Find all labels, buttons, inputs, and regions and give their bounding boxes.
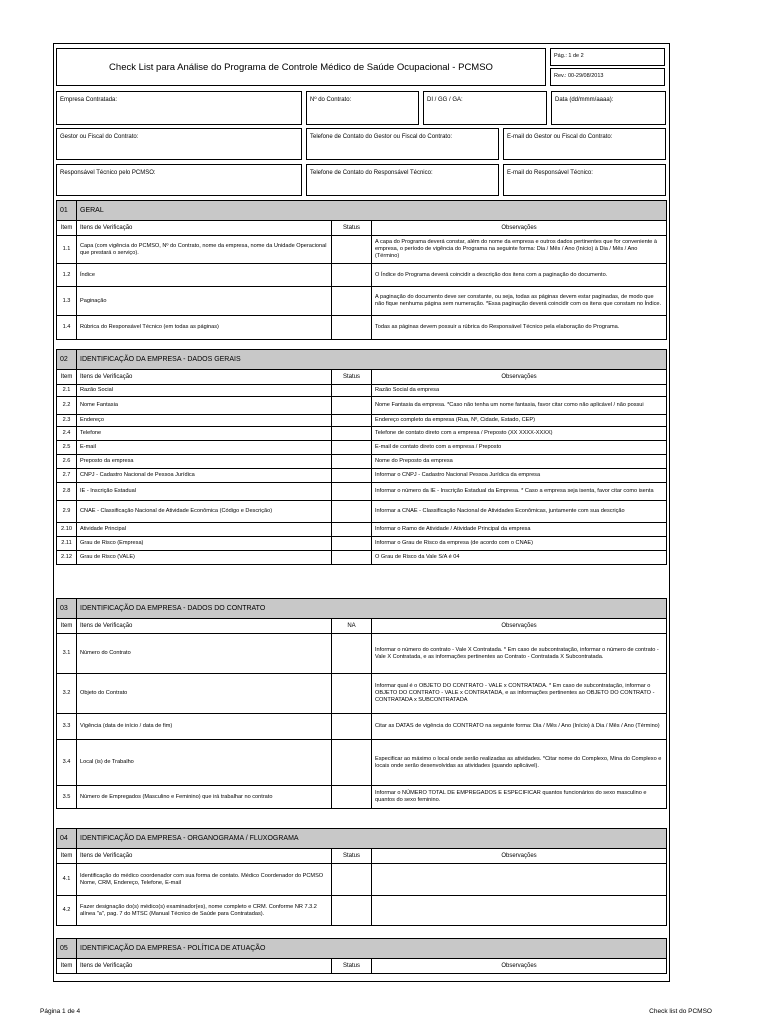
section-dados-contrato xyxy=(56,598,667,809)
row-obs: O Grau de Risco da Vale S/A é 04 xyxy=(372,551,667,565)
row-obs: Informar a CNAE - Classificação Nacional de Atividades Econômicas, juntamente com sua descrição xyxy=(372,501,667,523)
field-tel-responsavel[interactable]: Telefone de Contato do Responsável Técnico: xyxy=(306,164,499,196)
row-item: 2.8 xyxy=(57,483,77,501)
row-desc: CNAE - Classificação Nacional de Atividade Econômica (Código e Descrição) xyxy=(77,501,332,523)
col-observacoes: Observações xyxy=(372,221,667,236)
row-item: 2.1 xyxy=(57,385,77,397)
status-cell[interactable] xyxy=(332,415,372,427)
section-title: IDENTIFICAÇÃO DA EMPRESA - DADOS GERAIS xyxy=(77,350,667,370)
row-desc: Razão Social xyxy=(77,385,332,397)
row-item: 1.1 xyxy=(57,236,77,264)
section-dados-gerais xyxy=(56,349,667,565)
col-itens: Itens de Verificação xyxy=(77,619,332,634)
row-item: 3.1 xyxy=(57,634,77,674)
section-number: 05 xyxy=(57,939,77,959)
row-desc: Vigência (data de início / data de fim) xyxy=(77,714,332,740)
document-title: Check List para Análise do Programa de Controle Médico de Saúde Ocupacional - PCMSO xyxy=(56,48,546,86)
row-item: 2.9 xyxy=(57,501,77,523)
row-obs: Endereço completo da empresa (Rua, Nº, Cidade, Estado, CEP) xyxy=(372,415,667,427)
footer-page-number: Página 1 de 4 xyxy=(40,1008,81,1015)
row-item: 4.1 xyxy=(57,864,77,896)
row-item: 2.12 xyxy=(57,551,77,565)
row-obs: Razão Social da empresa xyxy=(372,385,667,397)
row-obs: Informar o Ramo de Atividade / Atividade Principal da empresa xyxy=(372,523,667,537)
col-itens: Itens de Verificação xyxy=(77,849,332,864)
col-status: Status xyxy=(332,221,372,236)
field-gestor[interactable]: Gestor ou Fiscal do Contrato: xyxy=(56,128,302,160)
col-itens: Itens de Verificação xyxy=(77,370,332,385)
field-data[interactable]: Data (dd/mmm/aaaa): xyxy=(551,91,666,125)
col-itens: Itens de Verificação xyxy=(77,959,332,974)
section-number: 04 xyxy=(57,829,77,849)
row-obs xyxy=(372,864,667,896)
section-geral xyxy=(56,200,667,340)
row-item: 3.2 xyxy=(57,674,77,714)
row-desc: Endereço xyxy=(77,415,332,427)
status-cell[interactable] xyxy=(332,264,372,287)
row-item: 3.4 xyxy=(57,740,77,786)
row-desc: Número do Contrato xyxy=(77,634,332,674)
col-status: Status xyxy=(332,959,372,974)
section-title: GERAL xyxy=(77,201,667,221)
row-item: 2.11 xyxy=(57,537,77,551)
row-obs: Informar o número do contrato - Vale X Contratada. * Em caso de subcontratação, informar o número de contrato - Vale X Contratada, e as informações pertinentes ao Contrato - Contratada X Subcontratada. xyxy=(372,634,667,674)
row-item: 1.2 xyxy=(57,264,77,287)
row-item: 2.10 xyxy=(57,523,77,537)
row-obs: O Índice do Programa deverá coincidir a descrição dos itens com a paginação do documento. xyxy=(372,264,667,287)
row-obs: Informar o NÚMERO TOTAL DE EMPREGADOS E ESPECIFICAR quantos funcionários do sexo masculino e quantos do sexo feminino. xyxy=(372,786,667,809)
status-cell[interactable] xyxy=(332,537,372,551)
field-contrato[interactable]: Nº do Contrato: xyxy=(306,91,419,125)
row-obs: A capa do Programa deverá constar, além do nome da empresa e outros dados pertinentes que for conveniente à empresa, o período de vigência do Programa na seguinte forma: Dia / Mês / Ano (Início) à Dia / Mês / Ano (Término) xyxy=(372,236,667,264)
col-status: Status xyxy=(332,849,372,864)
col-item: Item xyxy=(57,221,77,236)
status-cell[interactable] xyxy=(332,236,372,264)
row-desc: Identificação do médico coordenador com sua forma de contato. Médico Coordenador do PCMSO Nome, CRM, Endereço, Telefone, E-mail xyxy=(77,864,332,896)
row-item: 2.5 xyxy=(57,441,77,455)
status-cell[interactable] xyxy=(332,740,372,786)
status-cell[interactable] xyxy=(332,523,372,537)
row-desc: Índice xyxy=(77,264,332,287)
field-responsavel[interactable]: Responsável Técnico pelo PCMSO: xyxy=(56,164,302,196)
row-obs: Informar o número da IE - Inscrição Estadual da Empresa. * Caso a empresa seja isenta, favor citar como isenta xyxy=(372,483,667,501)
row-desc: E-mail xyxy=(77,441,332,455)
row-desc: Preposto da empresa xyxy=(77,455,332,469)
row-desc: Nome Fantasia xyxy=(77,397,332,415)
status-cell[interactable] xyxy=(332,455,372,469)
status-cell[interactable] xyxy=(332,441,372,455)
row-desc: CNPJ - Cadastro Nacional de Pessoa Jurídica xyxy=(77,469,332,483)
status-cell[interactable] xyxy=(332,427,372,441)
row-item: 2.6 xyxy=(57,455,77,469)
status-cell[interactable] xyxy=(332,714,372,740)
section-politica-atuacao xyxy=(56,938,667,974)
col-observacoes: Observações xyxy=(372,370,667,385)
row-obs: E-mail de contato direto com a empresa / Preposto xyxy=(372,441,667,455)
row-obs: A paginação do documento deve ser constante, ou seja, todas as páginas devem estar paginadas, de modo que não fique nenhuma página sem numeração. *Essa paginação deverá coincidir com os itens que constam no Índice. xyxy=(372,287,667,316)
col-na: NA xyxy=(332,619,372,634)
row-item: 3.3 xyxy=(57,714,77,740)
field-tel-gestor[interactable]: Telefone de Contato do Gestor ou Fiscal do Contrato: xyxy=(306,128,499,160)
col-observacoes: Observações xyxy=(372,619,667,634)
col-observacoes: Observações xyxy=(372,849,667,864)
row-item: 2.2 xyxy=(57,397,77,415)
section-number: 03 xyxy=(57,599,77,619)
row-item: 3.5 xyxy=(57,786,77,809)
col-itens: Itens de Verificação xyxy=(77,221,332,236)
status-cell[interactable] xyxy=(332,634,372,674)
row-item: 1.4 xyxy=(57,316,77,340)
revision: Rev.: 00-29/08/2013 xyxy=(550,68,665,86)
row-obs: Citar as DATAS de vigência do CONTRATO na seguinte forma: Dia / Mês / Ano (Início) à Dia / Mês / Ano (Término) xyxy=(372,714,667,740)
section-title: IDENTIFICAÇÃO DA EMPRESA - ORGANOGRAMA / FLUXOGRAMA xyxy=(77,829,667,849)
row-obs: Telefone de contato direto com a empresa / Preposto (XX XXXX-XXXX) xyxy=(372,427,667,441)
row-desc: Grau de Risco (VALE) xyxy=(77,551,332,565)
status-cell[interactable] xyxy=(332,469,372,483)
row-desc: Fazer designação do(s) médico(s) examinador(es), nome completo e CRM. Conforme NR 7.3.2 alínea "a", pag. 7 do MTSC (Manual Técnico de Saúde para Contratadas). xyxy=(77,896,332,926)
row-desc: IE - Inscrição Estadual xyxy=(77,483,332,501)
field-email-responsavel[interactable]: E-mail do Responsável Técnico: xyxy=(503,164,666,196)
status-cell[interactable] xyxy=(332,287,372,316)
row-desc: Número de Empregados (Masculino e Feminino) que irá trabalhar no contrato xyxy=(77,786,332,809)
status-cell[interactable] xyxy=(332,483,372,501)
footer-document-name: Check list do PCMSO xyxy=(649,1008,712,1015)
status-cell[interactable] xyxy=(332,786,372,809)
status-cell[interactable] xyxy=(332,896,372,926)
col-item: Item xyxy=(57,619,77,634)
row-item: 2.3 xyxy=(57,415,77,427)
row-obs: Nome Fantasia da empresa. *Caso não tenha um nome fantasia, favor citar como não aplicável / não possui xyxy=(372,397,667,415)
section-number: 01 xyxy=(57,201,77,221)
row-desc: Objeto do Contrato xyxy=(77,674,332,714)
status-cell[interactable] xyxy=(332,316,372,340)
status-cell[interactable] xyxy=(332,551,372,565)
status-cell[interactable] xyxy=(332,674,372,714)
col-item: Item xyxy=(57,370,77,385)
row-desc: Capa (com vigência do PCMSO, Nº do Contrato, nome da empresa, nome da Unidade Operacional que prestará o serviço). xyxy=(77,236,332,264)
row-desc: Telefone xyxy=(77,427,332,441)
row-item: 2.4 xyxy=(57,427,77,441)
status-cell[interactable] xyxy=(332,385,372,397)
row-desc: Atividade Principal xyxy=(77,523,332,537)
field-email-gestor[interactable]: E-mail do Gestor ou Fiscal do Contrato: xyxy=(503,128,666,160)
row-obs: Nome do Preposto da empresa xyxy=(372,455,667,469)
row-item: 2.7 xyxy=(57,469,77,483)
status-cell[interactable] xyxy=(332,501,372,523)
section-organograma xyxy=(56,828,667,926)
row-item: 1.3 xyxy=(57,287,77,316)
col-status: Status xyxy=(332,370,372,385)
status-cell[interactable] xyxy=(332,864,372,896)
row-obs: Todas as páginas devem possuir a rúbrica do Responsável Técnico pela elaboração do Programa. xyxy=(372,316,667,340)
row-desc: Paginação xyxy=(77,287,332,316)
row-obs xyxy=(372,896,667,926)
section-title: IDENTIFICAÇÃO DA EMPRESA - DADOS DO CONTRATO xyxy=(77,599,667,619)
col-item: Item xyxy=(57,849,77,864)
row-desc: Local (is) de Trabalho xyxy=(77,740,332,786)
col-observacoes: Observações xyxy=(372,959,667,974)
row-obs: Informar o CNPJ - Cadastro Nacional Pessoa Jurídica da empresa xyxy=(372,469,667,483)
field-empresa[interactable]: Empresa Contratada: xyxy=(56,91,302,125)
row-item: 4.2 xyxy=(57,896,77,926)
section-number: 02 xyxy=(57,350,77,370)
row-obs: Informar qual é o OBJETO DO CONTRATO - VALE x CONTRATADA. * Em caso de subcontratação, informar o OBJETO DO CONTRATO - VALE x CONTRATADA, e as informações pertinentes ao OBJETO DO CONTRATO - CONTRATADA x SUBCONTRATADA xyxy=(372,674,667,714)
row-obs: Especificar ao máximo o local onde serão realizadas as atividades. *Citar nome do Complexo, Mina do Complexo e locais onde serão desenvolvidas as atividades (quando aplicável). xyxy=(372,740,667,786)
row-desc: Grau de Risco (Empresa) xyxy=(77,537,332,551)
field-di[interactable]: DI / GG / GA: xyxy=(423,91,547,125)
col-item: Item xyxy=(57,959,77,974)
section-title: IDENTIFICAÇÃO DA EMPRESA - POLÍTICA DE ATUAÇÃO xyxy=(77,939,667,959)
status-cell[interactable] xyxy=(332,397,372,415)
row-desc: Rúbrica do Responsável Técnico (em todas as páginas) xyxy=(77,316,332,340)
row-obs: Informar o Grau de Risco da empresa (de acordo com o CNAE) xyxy=(372,537,667,551)
page-number: Pág.: 1 de 2 xyxy=(550,48,665,66)
